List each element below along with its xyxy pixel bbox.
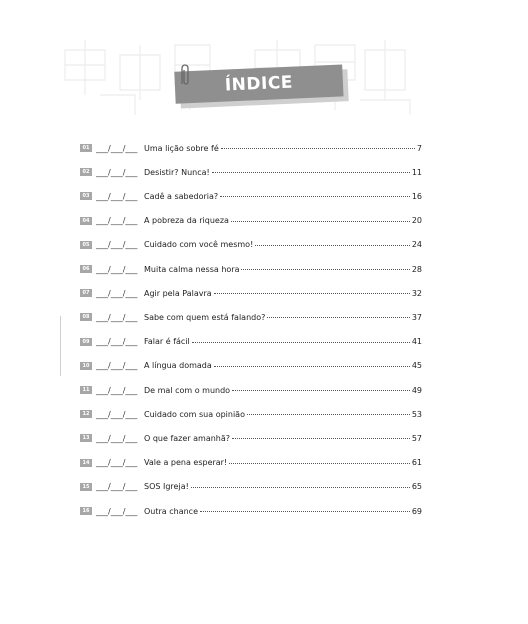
page-number: 57: [411, 433, 422, 443]
date-blank-field: ___/___/___: [96, 216, 138, 226]
page-number: 61: [411, 458, 422, 468]
toc-row: [80, 481, 422, 493]
dot-leader: [221, 142, 415, 149]
date-blank-field: ___/___/___: [96, 240, 138, 250]
chapter-number-badge: 06: [80, 265, 92, 273]
dot-leader: [247, 408, 410, 415]
chapter-title: De mal com o mundo: [144, 385, 231, 395]
chapter-number-badge: 13: [80, 434, 92, 442]
date-blank-field: ___/___/___: [96, 167, 138, 177]
margin-line: [60, 316, 61, 376]
dot-leader: [232, 432, 410, 439]
chapter-title: Cuidado com você mesmo!: [144, 240, 254, 250]
page-number: 65: [411, 482, 422, 492]
date-blank-field: ___/___/___: [96, 506, 138, 516]
chapter-number-badge: 15: [80, 483, 92, 491]
date-blank-field: ___/___/___: [96, 482, 138, 492]
date-blank-field: ___/___/___: [96, 264, 138, 274]
page-number: 20: [411, 216, 422, 226]
date-blank-field: ___/___/___: [96, 288, 138, 298]
page-number: 45: [411, 361, 422, 371]
page-number: 69: [411, 506, 422, 516]
chapter-title: SOS Igreja!: [144, 482, 189, 492]
date-blank-field: ___/___/___: [96, 312, 138, 322]
dot-leader: [232, 384, 410, 391]
toc-row: [80, 142, 422, 154]
chapter-number-badge: 01: [80, 144, 92, 152]
dot-leader: [212, 166, 410, 173]
chapter-number-badge: 16: [80, 507, 92, 515]
date-blank-field: ___/___/___: [96, 191, 138, 201]
date-blank-field: ___/___/___: [96, 458, 138, 468]
date-blank-field: ___/___/___: [96, 409, 138, 419]
dot-leader: [220, 190, 410, 197]
page-number: 32: [411, 288, 422, 298]
chapter-title: Cadê a sabedoria?: [144, 191, 219, 201]
page-number: 24: [411, 240, 422, 250]
dot-leader: [241, 263, 409, 270]
toc-row: [80, 408, 422, 420]
title-banner: [174, 64, 347, 107]
page-number: 37: [411, 312, 422, 322]
chapter-number-badge: 09: [80, 338, 92, 346]
toc-row: [80, 190, 422, 202]
toc-row: [80, 384, 422, 396]
chapter-title: Outra chance: [144, 506, 198, 516]
date-blank-field: ___/___/___: [96, 143, 138, 153]
toc-row: [80, 336, 422, 348]
page-number: 53: [411, 409, 422, 419]
chapter-number-badge: 10: [80, 362, 92, 370]
toc-row: [80, 239, 422, 251]
chapter-number-badge: 12: [80, 410, 92, 418]
toc-row: [80, 311, 422, 323]
chapter-title: Sabe com quem está falando?: [144, 312, 266, 322]
page-number: 41: [411, 337, 422, 347]
chapter-number-badge: 05: [80, 241, 92, 249]
chapter-title: A pobreza da riqueza: [144, 216, 229, 226]
dot-leader: [231, 215, 410, 222]
dot-leader: [191, 481, 410, 488]
dot-leader: [214, 287, 410, 294]
chapter-number-badge: 07: [80, 289, 92, 297]
chapter-title: Cuidado com sua opinião: [144, 409, 245, 419]
chapter-title: Uma lição sobre fé: [144, 143, 219, 153]
chapter-number-badge: 04: [80, 217, 92, 225]
toc-row: [80, 360, 422, 372]
paperclip-icon: [178, 62, 192, 90]
chapter-number-badge: 14: [80, 459, 92, 467]
page-number: 49: [411, 385, 422, 395]
dot-leader: [200, 505, 410, 512]
chapter-title: Agir pela Palavra: [144, 288, 212, 298]
dot-leader: [229, 457, 410, 464]
toc-row: [80, 457, 422, 469]
chapter-number-badge: 02: [80, 168, 92, 176]
date-blank-field: ___/___/___: [96, 337, 138, 347]
chapter-number-badge: 08: [80, 313, 92, 321]
toc-row: [80, 432, 422, 444]
chapter-title: Desistir? Nunca!: [144, 167, 210, 177]
chapter-number-badge: 03: [80, 192, 92, 200]
page-number: 11: [411, 167, 422, 177]
dot-leader: [255, 239, 410, 246]
date-blank-field: ___/___/___: [96, 433, 138, 443]
chapter-number-badge: 11: [80, 386, 92, 394]
toc-row: [80, 215, 422, 227]
chapter-title: O que fazer amanhã?: [144, 433, 231, 443]
page-number: 16: [411, 191, 422, 201]
page-number: 28: [411, 264, 422, 274]
chapter-title: Muita calma nessa hora: [144, 264, 240, 274]
toc-row: [80, 505, 422, 517]
chapter-title: Vale a pena esperar!: [144, 458, 228, 468]
chapter-title: A língua domada: [144, 361, 212, 371]
dot-leader: [214, 360, 410, 367]
page-title: ÍNDICE: [224, 72, 294, 96]
page-number: 7: [416, 143, 422, 153]
date-blank-field: ___/___/___: [96, 385, 138, 395]
dot-leader: [267, 311, 409, 318]
toc-row: [80, 263, 422, 275]
dot-leader: [192, 336, 410, 343]
date-blank-field: ___/___/___: [96, 361, 138, 371]
chapter-title: Falar é fácil: [144, 337, 190, 347]
toc-row: [80, 166, 422, 178]
toc-row: [80, 287, 422, 299]
